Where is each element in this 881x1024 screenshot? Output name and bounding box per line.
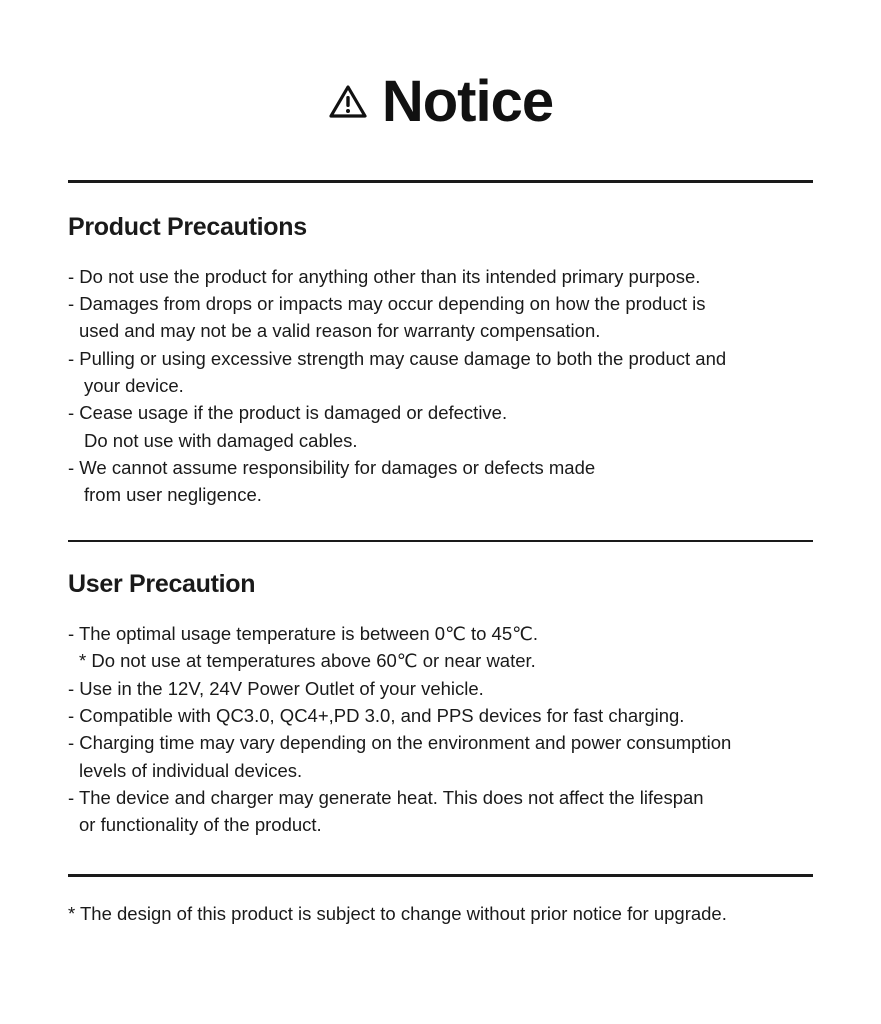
product-precaution-line: Do not use with damaged cables. — [84, 430, 358, 451]
header-divider — [68, 180, 813, 183]
footer-note: * The design of this product is subject to change without prior notice for upgrade. — [68, 903, 727, 924]
product-precaution-line: - Damages from drops or impacts may occur depending on how the product is — [68, 293, 706, 314]
product-precaution-line: used and may not be a valid reason for warranty compensation. — [79, 320, 601, 341]
product-precaution-line: - Cease usage if the product is damaged or defective. — [68, 402, 508, 423]
user-precaution-line: - Compatible with QC3.0, QC4+,PD 3.0, and PPS devices for fast charging. — [68, 705, 685, 726]
product-precaution-line: your device. — [84, 375, 184, 396]
section-divider — [68, 540, 813, 542]
user-precaution-line: - The device and charger may generate heat. This does not affect the lifespan — [68, 787, 704, 808]
user-precaution-line: * Do not use at temperatures above 60℃ or near water. — [79, 650, 536, 671]
product-precaution-line: - We cannot assume responsibility for damages or defects made — [68, 457, 596, 478]
warning-triangle-icon — [328, 84, 368, 120]
user-precaution-line: or functionality of the product. — [79, 814, 322, 835]
product-precaution-line: from user negligence. — [84, 484, 262, 505]
user-precaution-line: - Charging time may vary depending on the environment and power consumption — [68, 732, 732, 753]
user-precaution-heading: User Precaution — [68, 570, 256, 598]
footer-divider — [68, 874, 813, 877]
user-precaution-line: - Use in the 12V, 24V Power Outlet of your vehicle. — [68, 678, 484, 699]
product-precautions-heading: Product Precautions — [68, 213, 307, 241]
product-precaution-line: - Pulling or using excessive strength may cause damage to both the product and — [68, 348, 727, 369]
user-precaution-line: - The optimal usage temperature is between 0℃ to 45℃. — [68, 623, 539, 644]
user-precaution-line: levels of individual devices. — [79, 760, 303, 781]
product-precaution-line: - Do not use the product for anything other than its intended primary purpose. — [68, 266, 701, 287]
page-title: Notice — [381, 68, 554, 134]
page-header — [0, 66, 881, 136]
